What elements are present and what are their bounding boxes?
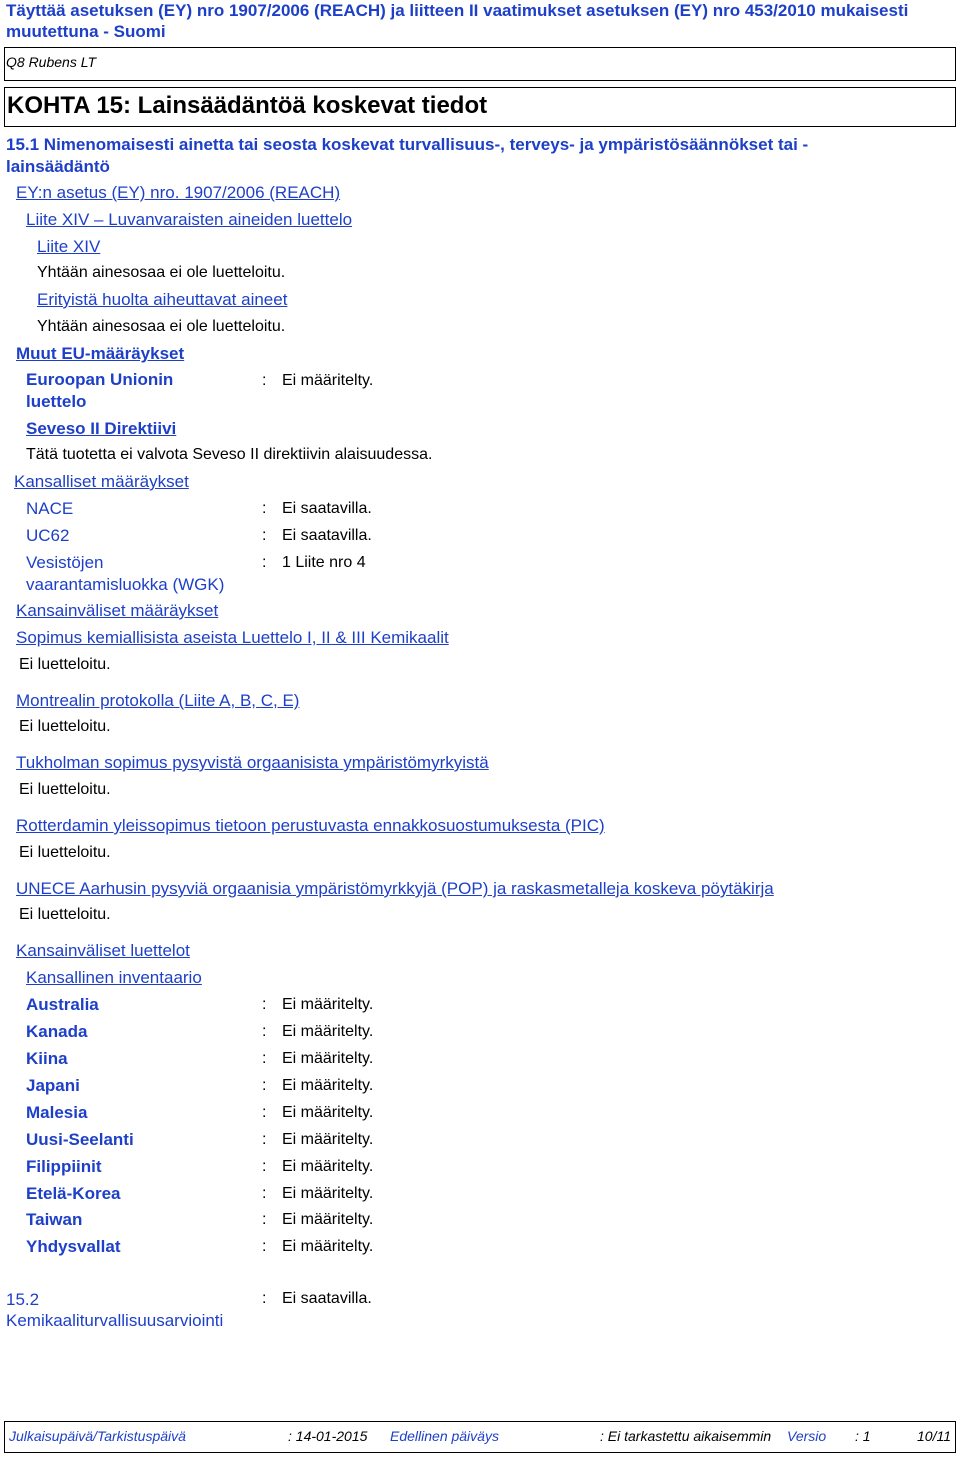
stockholm-heading[interactable]: Tukholman sopimus pysyvistä orgaanisista ympäristömyrkyistä [16,753,489,772]
inventory-value: Ei määritelty. [282,1211,374,1228]
inventory-value: Ei määritelty. [282,1050,374,1067]
uc62-value: Ei saatavilla. [282,527,372,544]
eu-list-value: Ei määritelty. [282,372,374,389]
cwc-text: Ei luetteloitu. [19,656,111,673]
inventory-value: Ei määritelty. [282,1023,374,1040]
inventory-country: Uusi-Seelanti [26,1130,134,1149]
inventory-colon: : [262,1050,267,1067]
rotterdam-text: Ei luetteloitu. [19,844,111,861]
rotterdam-heading[interactable]: Rotterdamin yleissopimus tietoon perustuvasta ennakkosuostumuksesta (PIC) [16,816,605,835]
national-heading[interactable]: Kansalliset määräykset [14,472,189,491]
footer-date-value: : 14-01-2015 [288,1428,368,1444]
csa-label-line2: Kemikaaliturvallisuusarviointi [6,1311,224,1330]
nace-label: NACE [26,499,74,518]
footer-date-label: Julkaisupäivä/Tarkistuspäivä [9,1428,186,1444]
csa-value: Ei saatavilla. [282,1290,372,1307]
inventory-country: Yhdysvallat [26,1237,121,1256]
csa-label: 15.2 [6,1290,40,1309]
inventory-value: Ei määritelty. [282,1158,374,1175]
footer-page-number: 10/11 [917,1428,951,1444]
other-eu-heading[interactable]: Muut EU-määräykset [16,344,185,363]
inventory-country: Japani [26,1076,80,1095]
subsection-15-1-title: 15.1 Nimenomaisesti ainetta tai seosta koskevat turvallisuus-, terveys- ja ympäristösäännökset tai -lainsäädäntö [6,135,809,176]
inventory-country: Australia [26,995,99,1014]
montreal-heading[interactable]: Montrealin protokolla (Liite A, B, C, E) [16,691,300,710]
eu-list-colon: : [262,372,267,389]
inventory-country: Filippiinit [26,1157,102,1176]
uc62-label: UC62 [26,526,70,545]
wgk-colon: : [262,554,267,571]
uc62-colon: : [262,527,267,544]
unece-text: Ei luetteloitu. [19,906,111,923]
wgk-label: Vesistöjen [26,553,104,572]
inventory-colon: : [262,1185,267,1202]
inventory-country: Etelä-Korea [26,1184,121,1203]
reach-heading[interactable]: EY:n asetus (EY) nro. 1907/2006 (REACH) [16,183,341,202]
inventory-colon: : [262,1023,267,1040]
seveso-heading[interactable]: Seveso II Direktiivi [26,419,177,438]
inventory-country: Kanada [26,1022,88,1041]
montreal-text: Ei luetteloitu. [19,718,111,735]
footer-previous-value: : Ei tarkastettu aikaisemmin [600,1428,772,1444]
product-name-box [4,47,956,81]
inventory-country: Kiina [26,1049,68,1068]
inventories-heading[interactable]: Kansainväliset luettelot [16,941,190,960]
nace-colon: : [262,500,267,517]
inventory-colon: : [262,1211,267,1228]
svhc-heading[interactable]: Erityistä huolta aiheuttavat aineet [37,290,288,309]
seveso-text: Tätä tuotetta ei valvota Seveso II direktiivin alaisuudessa. [26,446,433,463]
annex-xiv-subheading[interactable]: Liite XIV [37,237,101,256]
footer-version-label: Versio [787,1428,827,1444]
inventory-value: Ei määritelty. [282,1131,374,1148]
inventory-colon: : [262,996,267,1013]
inventory-value: Ei määritelty. [282,1104,374,1121]
wgk-label-line2: vaarantamisluokka (WGK) [26,575,225,594]
inventory-country: Taiwan [26,1210,83,1229]
product-name: Q8 Rubens LT [6,54,97,70]
inventory-value: Ei määritelty. [282,1238,374,1255]
unece-heading[interactable]: UNECE Aarhusin pysyviä orgaanisia ympäristömyrkkyjä (POP) ja raskasmetalleja koskeva pöytäkirja [16,879,774,898]
wgk-value: 1 Liite nro 4 [282,554,366,571]
annex-xiv-heading[interactable]: Liite XIV – Luvanvaraisten aineiden luettelo [26,210,353,229]
section-title: KOHTA 15: Lainsäädäntöä koskevat tiedot [7,92,488,119]
document-header-title: Täyttää asetuksen (EY) nro 1907/2006 (REACH) ja liitteen II vaatimukset asetuksen (EY) nro 453/2010 mukaisesti muutettuna - Suomi [6,1,909,41]
inventory-colon: : [262,1238,267,1255]
inventory-country: Malesia [26,1103,88,1122]
csa-colon: : [262,1290,267,1307]
national-inventory-heading[interactable]: Kansallinen inventaario [26,968,202,987]
cwc-heading[interactable]: Sopimus kemiallisista aseista Luettelo I, II & III Kemikaalit [16,628,449,647]
footer-version-value: : 1 [855,1428,871,1444]
inventory-colon: : [262,1077,267,1094]
annex-xiv-text: Yhtään ainesosaa ei ole luetteloitu. [37,264,286,281]
stockholm-text: Ei luetteloitu. [19,781,111,798]
svhc-text: Yhtään ainesosaa ei ole luetteloitu. [37,318,286,335]
inventory-colon: : [262,1158,267,1175]
inventory-value: Ei määritelty. [282,996,374,1013]
nace-value: Ei saatavilla. [282,500,372,517]
eu-list-label: Euroopan Unionin [26,370,174,389]
footer-previous-label: Edellinen päiväys [390,1428,499,1444]
inventory-value: Ei määritelty. [282,1077,374,1094]
international-heading[interactable]: Kansainväliset määräykset [16,601,219,620]
eu-list-label-line2: luettelo [26,392,87,411]
inventory-value: Ei määritelty. [282,1185,374,1202]
inventory-colon: : [262,1104,267,1121]
inventory-colon: : [262,1131,267,1148]
